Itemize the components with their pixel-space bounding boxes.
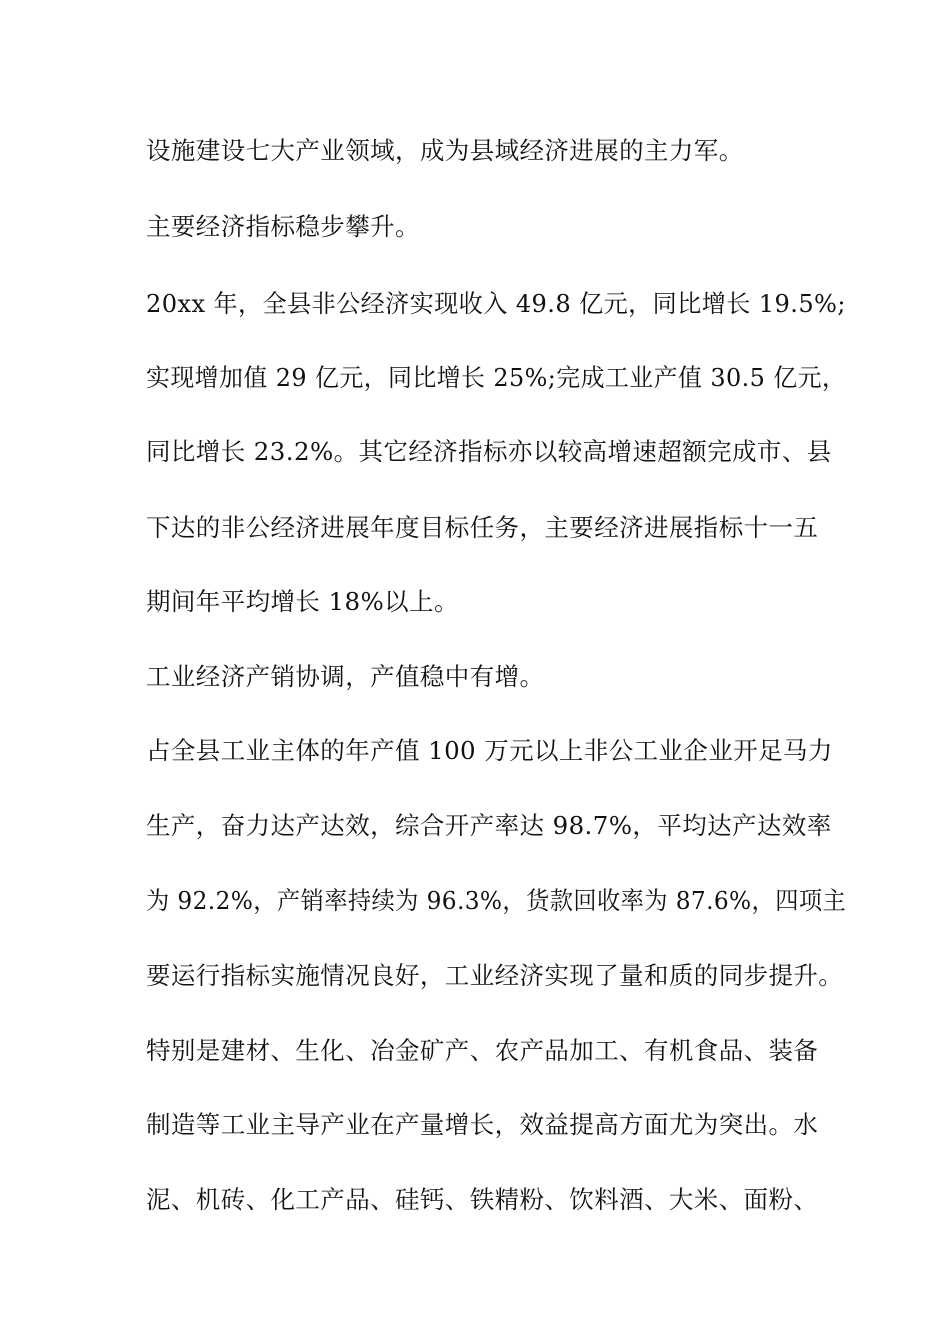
text-line: 20xx 年，全县非公经济实现收入 49.8 亿元，同比增长 19.5%; xyxy=(146,289,846,318)
text-line: 主要经济指标稳步攀升。 xyxy=(146,212,420,241)
text-line: 为 92.2%，产销率持续为 96.3%，货款回收率为 87.6%，四项主 xyxy=(146,886,847,915)
text-line: 同比增长 23.2%。其它经济指标亦以较高增速超额完成市、县 xyxy=(146,437,832,466)
text-line: 实现增加值 29 亿元，同比增长 25%;完成工业产值 30.5 亿元， xyxy=(146,363,847,392)
text-line: 下达的非公经济进展年度目标任务，主要经济进展指标十一五 xyxy=(146,513,819,542)
text-line: 期间年平均增长 18%以上。 xyxy=(146,587,459,616)
text-line: 占全县工业主体的年产值 100 万元以上非公工业企业开足马力 xyxy=(146,736,833,765)
text-line: 泥、机砖、化工产品、硅钙、铁精粉、饮料酒、大米、面粉、 xyxy=(146,1185,819,1214)
text-line: 特别是建材、生化、冶金矿产、农产品加工、有机食品、装备 xyxy=(146,1036,819,1065)
text-line: 工业经济产销协调，产值稳中有增。 xyxy=(146,662,545,691)
text-line: 设施建设七大产业领域，成为县域经济进展的主力军。 xyxy=(146,136,744,165)
text-line: 要运行指标实施情况良好，工业经济实现了量和质的同步提升。 xyxy=(146,961,844,990)
text-line: 制造等工业主导产业在产量增长，效益提高方面尤为突出。水 xyxy=(146,1110,819,1139)
text-line: 生产，奋力达产达效，综合开产率达 98.7%，平均达产达效率 xyxy=(146,811,832,840)
